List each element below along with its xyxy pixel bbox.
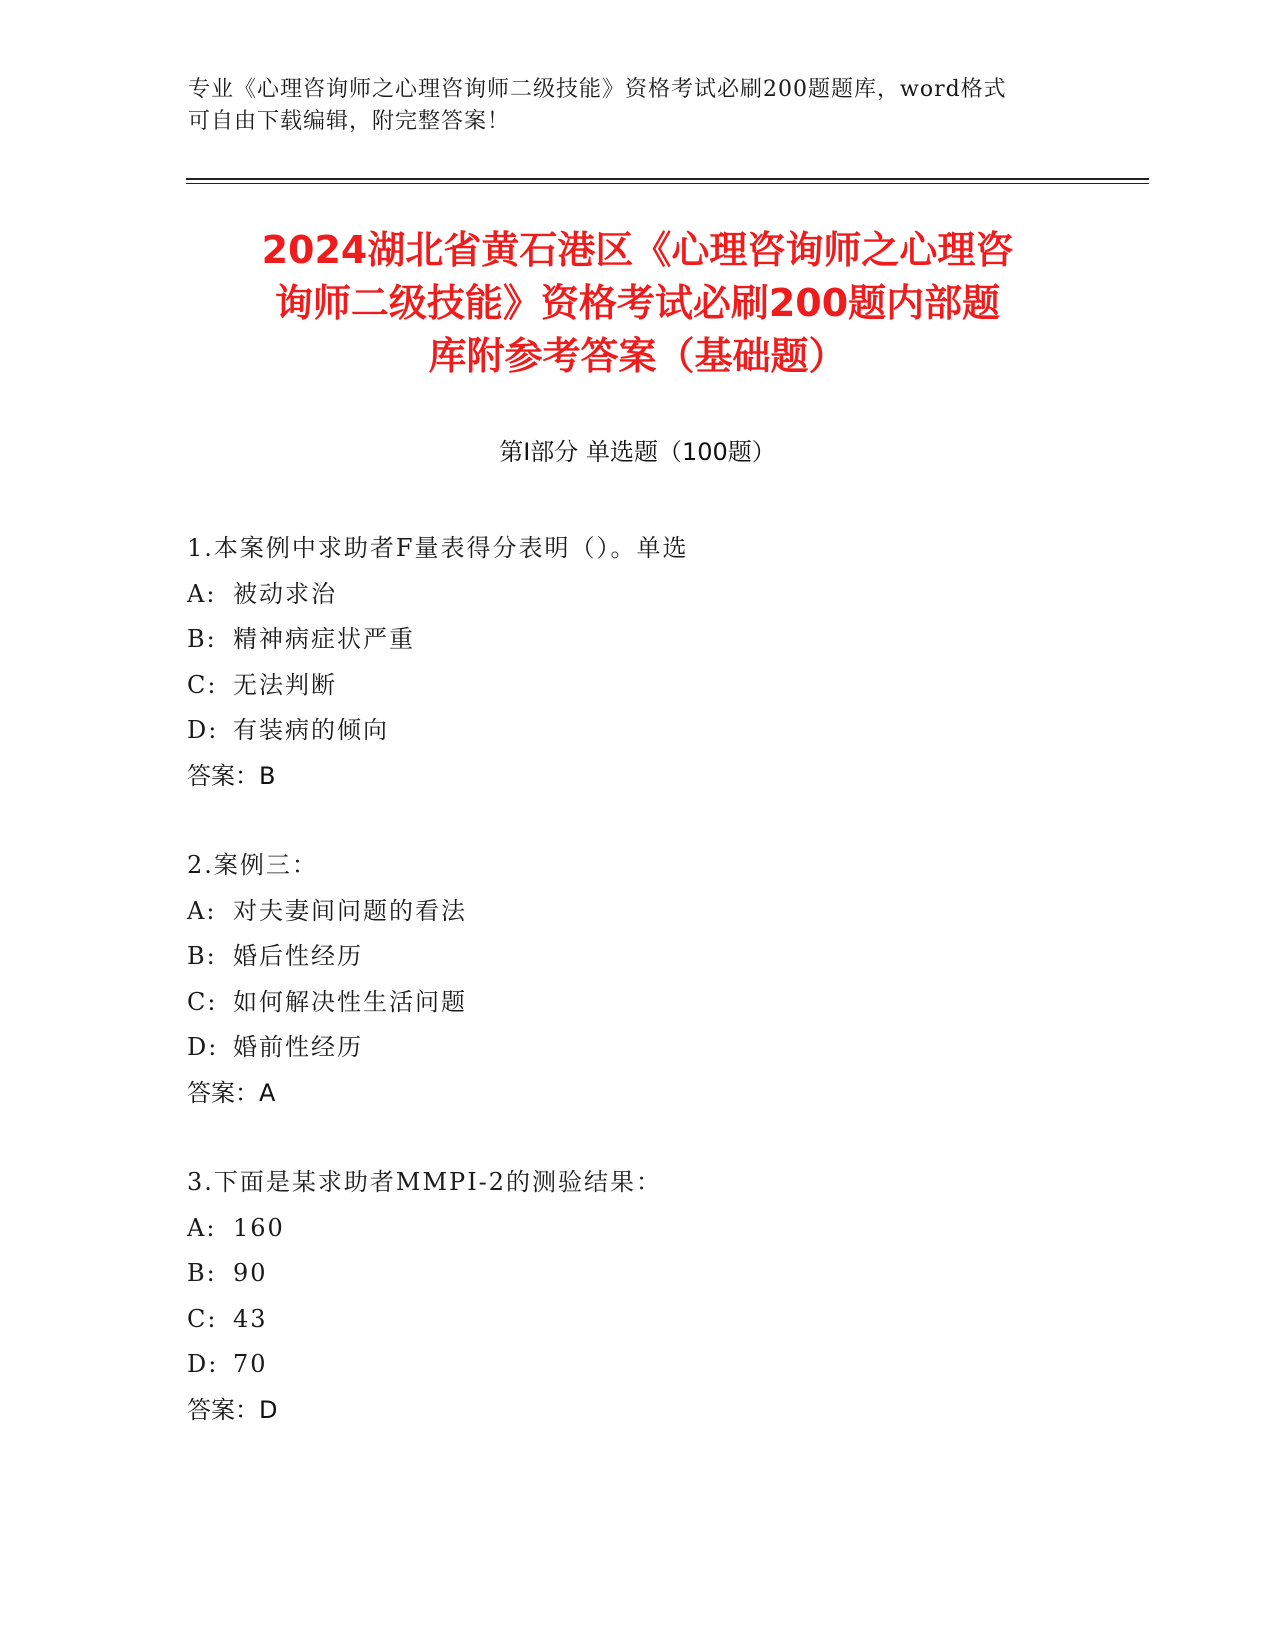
answer: 答案：A (187, 1078, 276, 1107)
option-letter: A: (187, 1213, 217, 1242)
option-c (187, 1297, 1087, 1343)
option-c (187, 663, 1087, 709)
question-stem: 3.下面是某求助者MMPI-2的测验结果： (187, 1168, 663, 1196)
option-letter: A: (187, 579, 217, 608)
option-a (187, 1206, 1087, 1252)
option-text: 婚前性经历 (233, 1033, 363, 1061)
option-letter: B: (187, 942, 217, 970)
document-title (180, 224, 1095, 383)
document-title-line-3: 库附参考答案（基础题） (428, 334, 847, 378)
option-d (187, 1342, 1087, 1388)
option-text: 如何解决性生活问题 (233, 987, 467, 1016)
option-text: 70 (233, 1350, 268, 1378)
option-letter: D: (187, 1350, 219, 1378)
header-note (188, 74, 1068, 138)
option-a (187, 572, 1087, 618)
header-divider (186, 178, 1149, 184)
option-d (187, 1025, 1087, 1071)
option-letter: C: (187, 987, 218, 1016)
question-1 (187, 526, 1087, 799)
option-text: 90 (233, 1259, 268, 1287)
question-3 (187, 1160, 1087, 1433)
document-title-line-2: 询师二级技能》资格考试必刷200题内部题 (274, 281, 1001, 325)
question-stem: 2.案例三： (187, 851, 318, 879)
option-text: 160 (233, 1213, 285, 1242)
section-title: 第I部分 单选题（100题） (499, 438, 776, 466)
question-stem: 1.本案例中求助者F量表得分表明（）。单选 (187, 534, 689, 562)
option-text: 婚后性经历 (233, 942, 363, 970)
option-text: 精神病症状严重 (233, 625, 415, 653)
option-a (187, 889, 1087, 935)
option-text: 有装病的倾向 (233, 716, 389, 744)
answer: 答案：B (187, 761, 276, 790)
option-letter: C: (187, 1304, 218, 1333)
option-b (187, 617, 1087, 663)
option-text: 被动求治 (233, 579, 337, 608)
option-letter: A: (187, 896, 217, 925)
answer: 答案：D (187, 1395, 278, 1424)
option-letter: D: (187, 716, 219, 744)
option-text: 无法判断 (233, 670, 337, 699)
document-title-line-1: 2024湖北省黄石港区《心理咨询师之心理咨 (261, 228, 1014, 272)
option-text: 对夫妻间问题的看法 (233, 896, 467, 925)
header-note-line-2: 可自由下载编辑，附完整答案！ (188, 109, 511, 134)
header-note-line-1: 专业《心理咨询师之心理咨询师二级技能》资格考试必刷200题题库，word格式 (188, 77, 1007, 102)
option-letter: B: (187, 625, 217, 653)
option-b (187, 934, 1087, 980)
option-letter: D: (187, 1033, 219, 1061)
option-d (187, 708, 1087, 754)
option-c (187, 980, 1087, 1026)
option-b (187, 1251, 1087, 1297)
question-2 (187, 843, 1087, 1116)
option-letter: C: (187, 670, 218, 699)
question-list (187, 526, 1087, 1477)
option-text: 43 (233, 1304, 268, 1333)
option-letter: B: (187, 1259, 217, 1287)
